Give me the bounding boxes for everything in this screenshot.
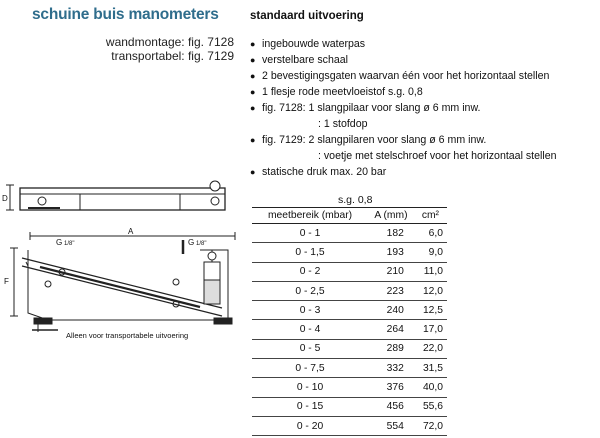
- section-subtitle: standaard uitvoering: [250, 10, 364, 22]
- bullet-icon: ●: [250, 71, 256, 81]
- table-row: 0 - 10 376 40,0: [252, 378, 447, 397]
- drawing-caption: Alleen voor transportabele uitvoering: [66, 331, 189, 340]
- thread-g-left: G: [56, 238, 63, 247]
- feature-list: [250, 36, 595, 180]
- table-row: 0 - 4 264 17,0: [252, 320, 447, 339]
- feature-item-continued: : 1 stofdop: [318, 118, 368, 130]
- dim-d: D: [2, 194, 8, 203]
- table-row: 0 - 15 456 55,6: [252, 397, 447, 416]
- table-row: 0 - 5 289 22,0: [252, 339, 447, 358]
- range-table: [252, 208, 447, 436]
- bullet-icon: ●: [250, 167, 256, 177]
- dim-a: A: [128, 227, 134, 236]
- bullet-icon: ●: [250, 87, 256, 97]
- bullet-icon: ●: [250, 39, 256, 49]
- table-row: 0 - 3 240 12,5: [252, 301, 447, 320]
- dim-f: F: [4, 277, 9, 286]
- feature-item: ● statische druk max. 20 bar: [250, 166, 387, 178]
- specific-gravity-label: s.g. 0,8: [338, 194, 373, 206]
- feature-item: ● fig. 7129: 2 slangpilaren voor slang ø 6 mm inw.: [250, 134, 487, 146]
- feature-item: ● 2 bevestigingsgaten waarvan één voor het horizontaal stellen: [250, 70, 550, 82]
- feature-item: ● fig. 7128: 1 slangpilaar voor slang ø 6 mm inw.: [250, 102, 481, 114]
- mount-portable: transportabel: fig. 7129: [111, 49, 234, 63]
- thread-size-left: 1/8": [64, 241, 75, 247]
- bullet-icon: ●: [250, 55, 256, 65]
- feature-item-continued: : voetje met stelschroef voor het horizontaal stellen: [318, 150, 557, 162]
- thread-size-right: 1/8": [196, 241, 207, 247]
- feature-item: ● verstelbare schaal: [250, 54, 348, 66]
- manometer-drawing: [0, 168, 250, 358]
- table-row: 0 - 2,5 223 12,0: [252, 281, 447, 300]
- bullet-icon: ●: [250, 103, 256, 113]
- bullet-icon: ●: [250, 135, 256, 145]
- page-title: schuine buis manometers: [32, 6, 219, 23]
- table-row: 0 - 20 554 72,0: [252, 416, 447, 435]
- thread-g-right: G: [188, 238, 195, 247]
- table-row: 0 - 2 210 11,0: [252, 262, 447, 281]
- feature-item: ● ingebouwde waterpas: [250, 38, 366, 50]
- col-header-area: cm²: [414, 208, 447, 224]
- col-header-a: A (mm): [368, 208, 414, 224]
- table-header-row: [252, 208, 447, 224]
- mount-wall: wandmontage: fig. 7128: [105, 35, 234, 49]
- feature-item: ● 1 flesje rode meetvloeistof s.g. 0,8: [250, 86, 423, 98]
- table-row: 0 - 7,5 332 31,5: [252, 359, 447, 378]
- col-header-range: meetbereik (mbar): [252, 208, 368, 224]
- table-row: 0 - 1,5 193 9,0: [252, 243, 447, 262]
- table-row: 0 - 1 182 6,0: [252, 224, 447, 243]
